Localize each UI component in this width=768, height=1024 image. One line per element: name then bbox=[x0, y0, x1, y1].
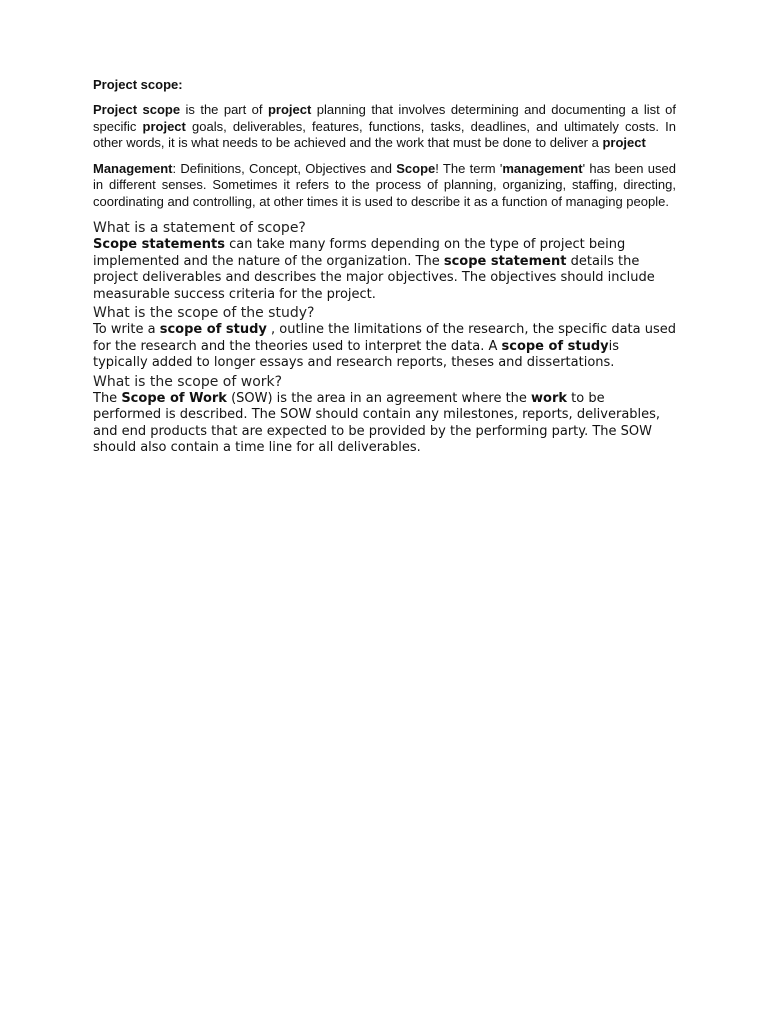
document-page bbox=[93, 76, 676, 458]
text-run: : Definitions, Concept, Objectives and bbox=[172, 160, 397, 176]
text-run: is the part of bbox=[180, 102, 268, 117]
text-run: , outline the limitations of the research, the specific data used for the research and the theories used to interpret the data. A bbox=[93, 322, 677, 354]
bold-text-run: project bbox=[602, 135, 646, 150]
bold-text-run: scope statement bbox=[443, 253, 567, 269]
text-run: The bbox=[93, 390, 122, 406]
text-run: (SOW) is the area in an agreement where the bbox=[226, 390, 532, 406]
text-run: details the project deliverables and describes the major objectives. The objectives should include measurable success criteria for the project. bbox=[93, 253, 655, 302]
text-run: ! The term ' bbox=[435, 160, 503, 176]
bold-text-run: Management bbox=[93, 160, 173, 176]
bold-text-run: project bbox=[267, 102, 312, 117]
answer-scope-of-work bbox=[93, 391, 676, 457]
paragraph-project-scope bbox=[93, 102, 676, 152]
bold-text-run: Scope bbox=[396, 160, 436, 176]
text-run: to be performed is described. The SOW should contain any milestones, reports, deliverables, and end products that are expected to be provided by the performing party. The SOW should also contain a time line for all deliverables. bbox=[93, 390, 661, 455]
text-run: goals, deliverables, features, functions, tasks, deadlines, and ultimately costs. In other words, it is what needs to be achieved and the work that must be done to deliver a bbox=[93, 118, 676, 150]
document-title: Project scope: bbox=[93, 77, 183, 92]
text-run: can take many forms depending on the type of project being implemented and the nature of the organization. The bbox=[93, 237, 626, 269]
bold-text-run: Scope of Work bbox=[121, 390, 227, 406]
question-heading-statement-of-scope: What is a statement of scope? bbox=[93, 220, 306, 236]
paragraph-management bbox=[93, 161, 676, 211]
bold-text-run: Scope statements bbox=[93, 237, 225, 252]
answer-statement-of-scope bbox=[93, 237, 676, 303]
answer-scope-of-study bbox=[93, 322, 676, 372]
question-heading-scope-of-work: What is the scope of work? bbox=[93, 373, 283, 390]
bold-text-run: work bbox=[531, 390, 568, 406]
question-heading-scope-of-study: What is the scope of the study? bbox=[93, 305, 315, 321]
text-run: To write a bbox=[93, 322, 160, 337]
bold-text-run: scope of study bbox=[159, 322, 267, 337]
text-run: is typically added to longer essays and research reports, theses and dissertations. bbox=[93, 338, 620, 370]
bold-text-run: Project scope bbox=[93, 102, 181, 117]
bold-text-run: management bbox=[502, 160, 583, 176]
text-run: planning that involves determining and documenting a list of specific bbox=[93, 102, 677, 134]
bold-text-run: project bbox=[142, 118, 186, 134]
text-run: ' has been used in different senses. Sometimes it refers to the process of planning, organizing, staffing, directing, coordinating and controlling, at other times it is used to describe it as a function of managing people. bbox=[93, 160, 676, 209]
bold-text-run: scope of study bbox=[501, 338, 609, 354]
